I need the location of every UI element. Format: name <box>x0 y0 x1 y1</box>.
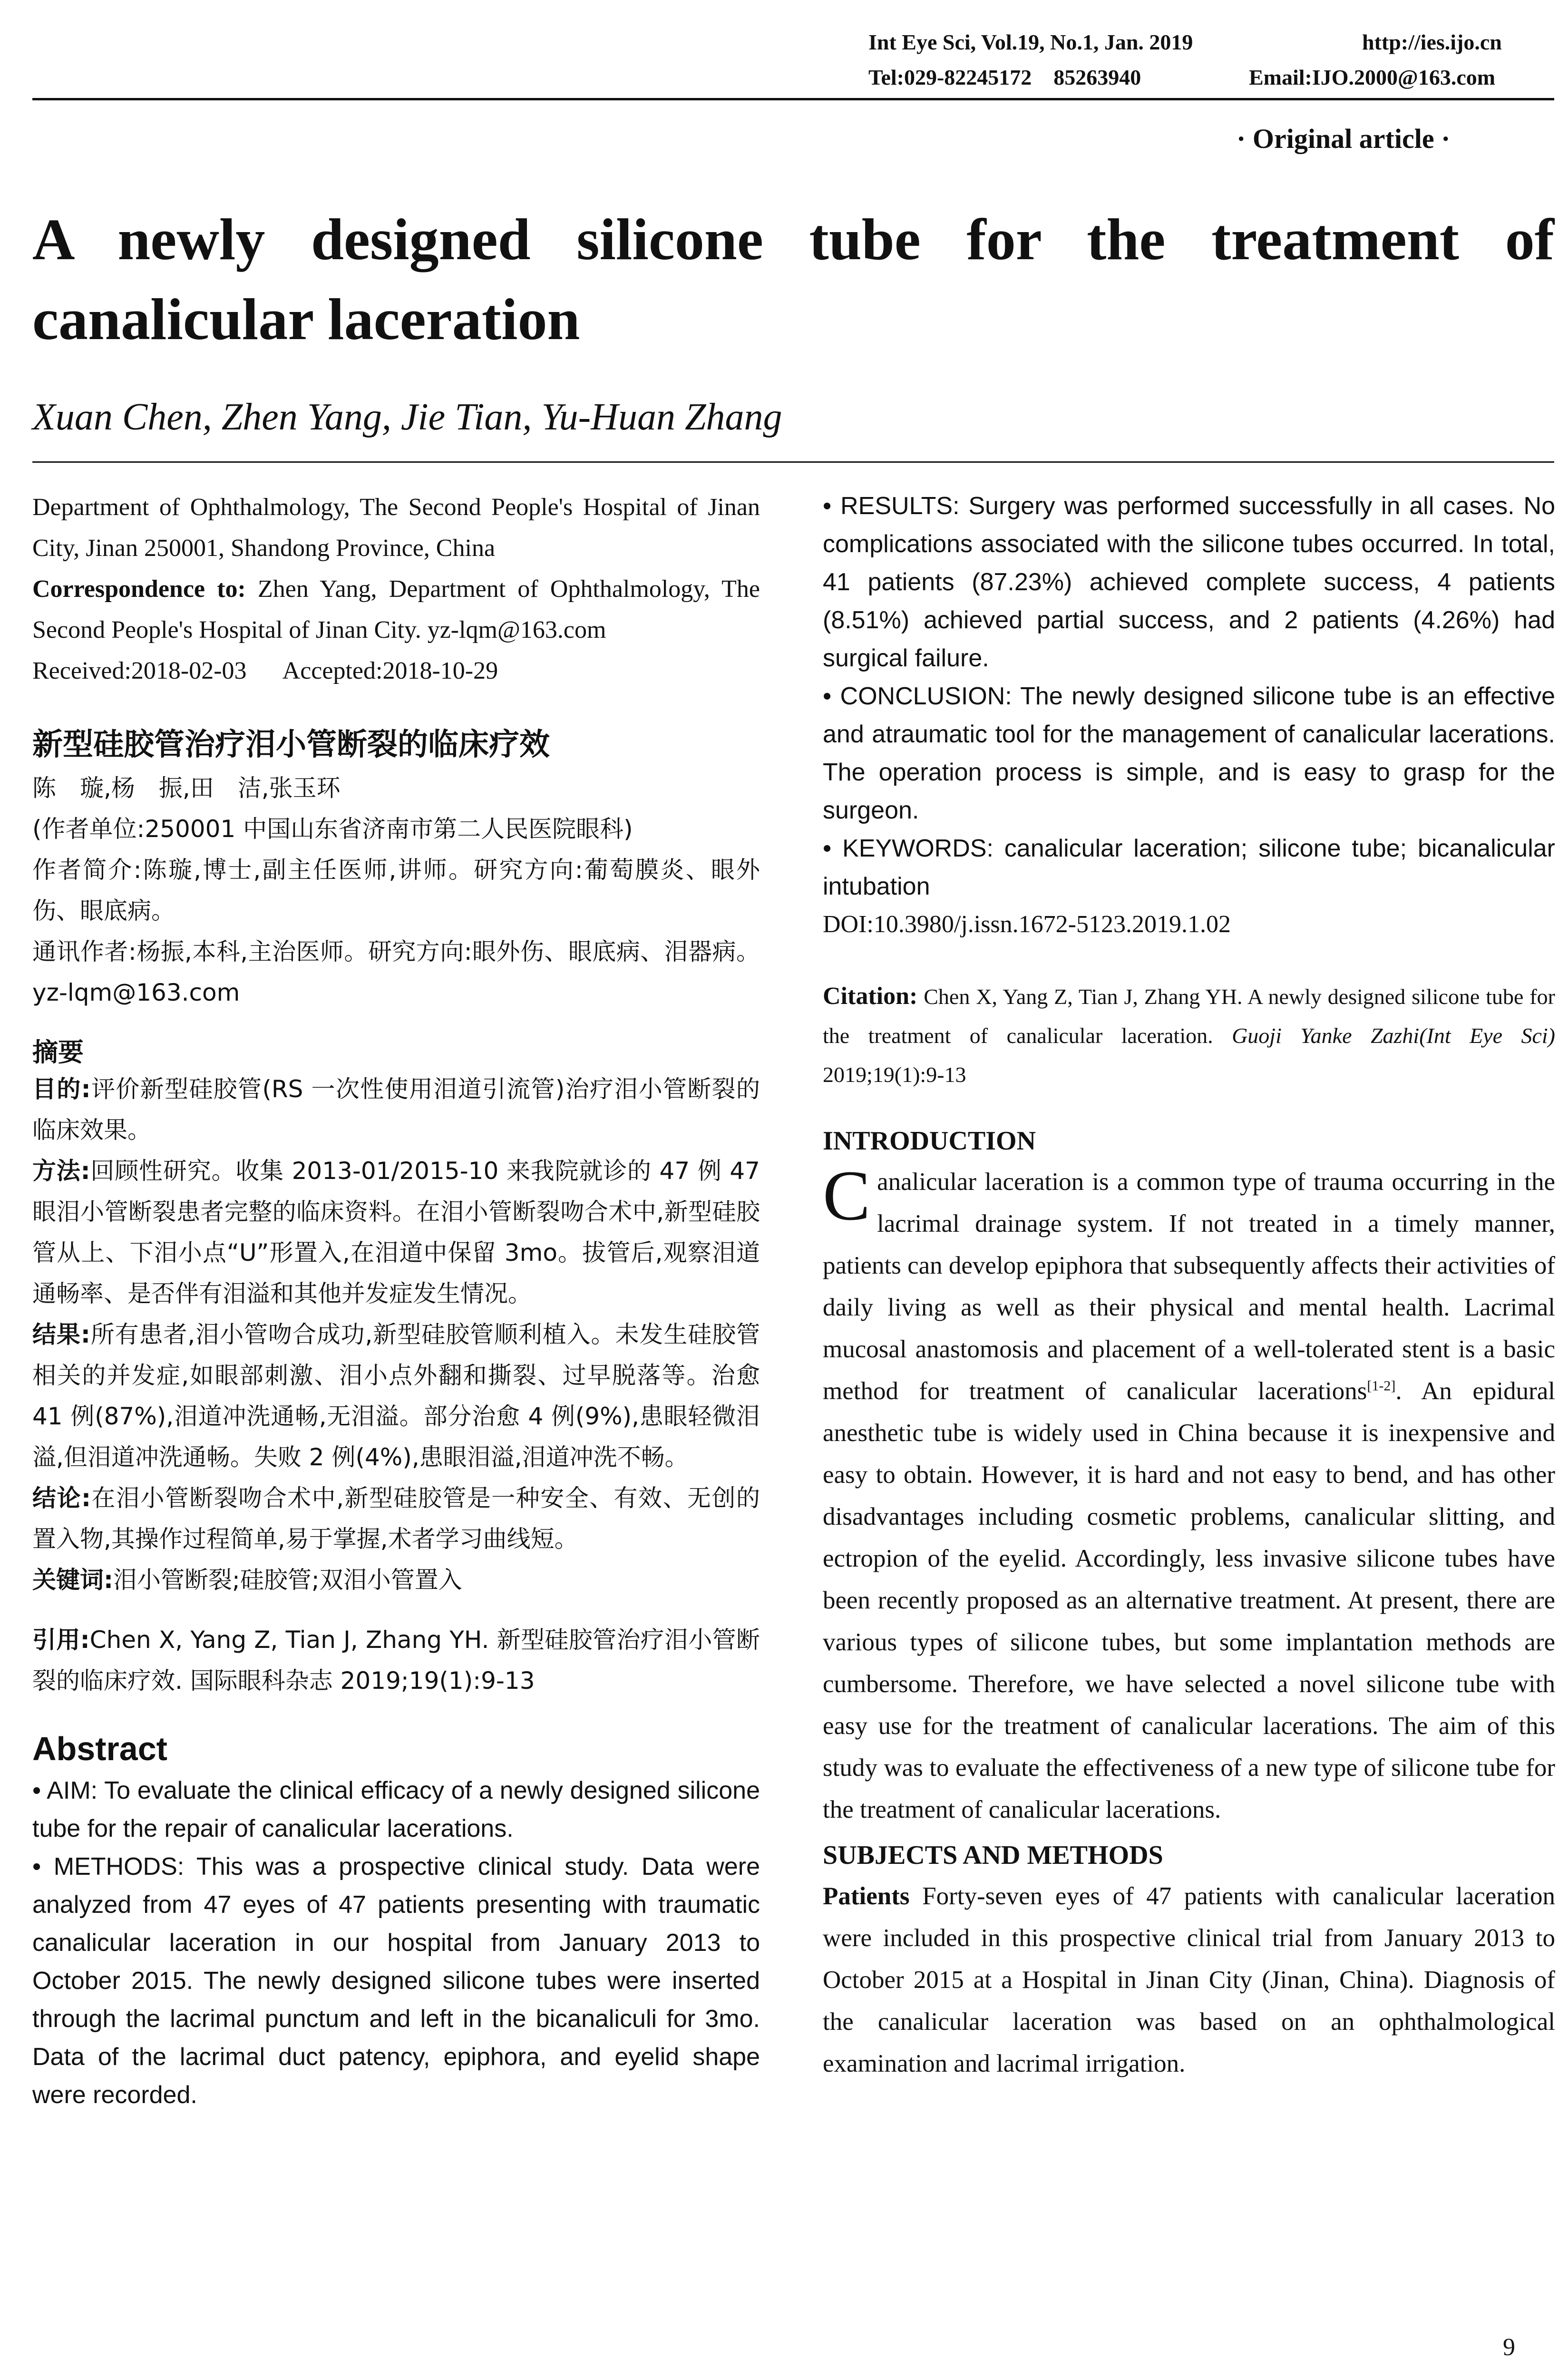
cn-title: 新型硅胶管治疗泪小管断裂的临床疗效 <box>32 727 550 762</box>
patients-label: Patients <box>823 1882 910 1910</box>
cn-authors: 陈 璇,杨 振,田 洁,张玉环 <box>32 774 341 802</box>
cn-methods-label: 方法: <box>32 1157 90 1185</box>
affiliation: Department of Ophthalmology, The Second People's Hospital of Jinan City, Jinan 250001, Shandong Province, China <box>32 494 760 562</box>
introduction-text-b: . An epidural anesthetic tube is widely used in China because it is inexpensive and easy to obtain. However, it is hard and not easy to bend, and has other disadvantages including cosmetic problems, canalicular slitting, and ectropion of the eyelid. Accordingly, less invasive silicone tubes have been recently proposed as an alternative treatment. At present, there are various types of silicone tubes, but some implantation methods are cumbersome. Therefore, we have selected a novel silicone tube with easy use for the treatment of canalicular lacerations. The aim of this study was to evaluate the effectiveness of a new type of silicone tube for the treatment of canalicular lacerations. <box>823 1377 1555 1823</box>
doi[interactable]: DOI:10.3980/j.issn.1672-5123.2019.1.02 <box>823 911 1231 938</box>
cn-unit: (作者单位:250001 中国山东省济南市第二人民医院眼科) <box>32 815 633 843</box>
cn-methods-text: 回顾性研究。收集 2013-01/2015-10 来我院就诊的 47 例 47 眼泪小管断裂患者完整的临床资料。在泪小管断裂吻合术中,新型硅胶管从上、下泪小点“U”形置入,在泪道中保留 3mo。拔管后,观察泪道通畅率、是否伴有泪溢和其他并发症发生情况。 <box>32 1157 760 1307</box>
cn-aim <box>32 1069 760 1150</box>
left-column <box>32 487 760 2114</box>
drop-cap: C <box>823 1156 871 1235</box>
abstract-conclusion: • CONCLUSION: The newly designed silicone tube is an effective and atraumatic tool for the management of canalicular lacerations. The operation process is simple, and is easy to grasp for the surgeon. <box>823 682 1555 824</box>
cn-conclusion <box>32 1478 760 1559</box>
header-rule <box>32 98 1554 100</box>
correspondence-label: Correspondence to: <box>32 575 246 603</box>
article-title <box>32 200 1554 360</box>
abstract-methods: • METHODS: This was a prospective clinical study. Data were analyzed from 47 eyes of 47 patients presenting with traumatic canalicular laceration in our hospital from January 2013 to October 2015. The newly designed silicone tubes were inserted through the lacrimal punctum and left in the bicanaliculi for 3mo. Data of the lacrimal duct patency, epiphora, and eyelid shape were recorded. <box>32 1853 760 2109</box>
introduction-text-a: analicular laceration is a common type of trauma occurring in the lacrimal drainage system. If not treated in a timely manner, patients can develop epiphora that subsequently affects their activities of daily living as well as their physical and mental health. Lacrimal mucosal anastomosis and placement of a well-tolerated stent is a basic method for treatment of canalicular lacerations <box>823 1168 1555 1405</box>
journal-issue: Int Eye Sci, Vol.19, No.1, Jan. 2019 <box>868 30 1193 54</box>
abstract-results: • RESULTS: Surgery was performed successfully in all cases. No complications associated with the silicone tubes occurred. In total, 41 patients (87.23%) achieved complete success, 4 patients (8.51%) achieved partial success, and 2 patients (4.26%) had surgical failure. <box>823 492 1555 672</box>
journal-website[interactable]: http://ies.ijo.cn <box>1362 30 1502 54</box>
introduction-heading: INTRODUCTION <box>823 1126 1036 1156</box>
cn-bio: 作者简介:陈璇,博士,副主任医师,讲师。研究方向:葡萄膜炎、眼外伤、眼底病。 <box>32 856 760 925</box>
cn-keywords-text: 泪小管断裂;硅胶管;双泪小管置入 <box>113 1566 462 1594</box>
cn-conclusion-text: 在泪小管断裂吻合术中,新型硅胶管是一种安全、有效、无创的置入物,其操作过程简单,易于掌握,术者学习曲线短。 <box>32 1484 760 1553</box>
abstract-heading: Abstract <box>32 1730 167 1767</box>
citation-label: Citation: <box>823 983 918 1010</box>
journal-tel: Tel:029-82245172 85263940 <box>868 65 1141 89</box>
article-type-tag: · Original article · <box>1237 123 1451 154</box>
citation <box>823 977 1555 1094</box>
cn-results-label: 结果: <box>32 1321 90 1348</box>
abstract-keywords: • KEYWORDS: canalicular laceration; silicone tube; bicanalicular intubation <box>823 835 1555 900</box>
page-number: 9 <box>1503 2334 1515 2361</box>
journal-email[interactable]: Email:IJO.2000@163.com <box>1249 65 1496 89</box>
author-list: Xuan Chen, Zhen Yang, Jie Tian, Yu-Huan Zhang <box>32 396 782 438</box>
cn-citation-text: Chen X, Yang Z, Tian J, Zhang YH. 新型硅胶管治疗泪小管断裂的临床疗效. 国际眼科杂志 2019;19(1):9-13 <box>32 1626 760 1695</box>
citation-text: Chen X, Yang Z, Tian J, Zhang YH. A newly designed silicone tube for the treatment of canalicular laceration. <box>823 984 1555 1048</box>
cn-corresponding: 通讯作者:杨振,本科,主治医师。研究方向:眼外伤、眼底病、泪器病。yz-lqm@163.com <box>32 938 760 1006</box>
cn-citation <box>32 1619 760 1701</box>
methods-heading: SUBJECTS AND METHODS <box>823 1841 1163 1870</box>
author-rule <box>32 461 1554 463</box>
cn-results <box>32 1314 760 1478</box>
cn-citation-label: 引用: <box>32 1626 90 1654</box>
dates <box>32 651 760 692</box>
cn-keywords <box>32 1559 760 1600</box>
correspondence <box>32 569 760 651</box>
abstract-aim: • AIM: To evaluate the clinical efficacy of a newly designed silicone tube for the repair of canalicular lacerations. <box>32 1777 760 1842</box>
introduction-text <box>823 1156 1555 1831</box>
cn-keywords-label: 关键词: <box>32 1566 113 1594</box>
accepted-date: Accepted:2018-10-29 <box>282 657 498 684</box>
right-column <box>823 487 1555 2085</box>
citation-tail: 2019;19(1):9-13 <box>823 1062 966 1087</box>
cn-aim-label: 目的: <box>32 1075 91 1103</box>
reference-marker[interactable]: [1-2] <box>1367 1378 1396 1394</box>
received-date: Received:2018-02-03 <box>32 657 247 684</box>
patients-text-body: Forty-seven eyes of 47 patients with canalicular laceration were included in this prospective clinical trial from January 2013 to October 2015 at a Hospital in Jinan City (Jinan, China). Diagnosis of the canalicular laceration was based on an ophthalmological examination and lacrimal irrigation. <box>823 1882 1555 2077</box>
cn-abstract-heading: 摘要 <box>32 1037 84 1067</box>
correspondence-text: Zhen Yang, Department of Ophthalmology, The Second People's Hospital of Jinan City. yz-lqm@163.com <box>32 575 760 643</box>
cn-methods <box>32 1150 760 1314</box>
cn-conclusion-label: 结论: <box>32 1484 91 1512</box>
article-title-line-1: A newly designed silicone tube for the treatment of <box>32 207 1554 272</box>
cn-aim-text: 评价新型硅胶管(RS 一次性使用泪道引流管)治疗泪小管断裂的临床效果。 <box>32 1075 760 1144</box>
article-title-line-2: canalicular laceration <box>32 287 580 352</box>
cn-results-text: 所有患者,泪小管吻合成功,新型硅胶管顺利植入。未发生硅胶管相关的并发症,如眼部刺激、泪小点外翻和撕裂、过早脱落等。治愈 41 例(87%),泪道冲洗通畅,无泪溢。部分治愈 4 例(9%),患眼轻微泪溢,但泪道冲洗通畅。失败 2 例(4%),患眼泪溢,泪道冲洗不畅。 <box>32 1321 760 1471</box>
citation-journal: Guoji Yanke Zazhi(Int Eye Sci) <box>1232 1023 1555 1048</box>
patients-text <box>823 1875 1555 2085</box>
